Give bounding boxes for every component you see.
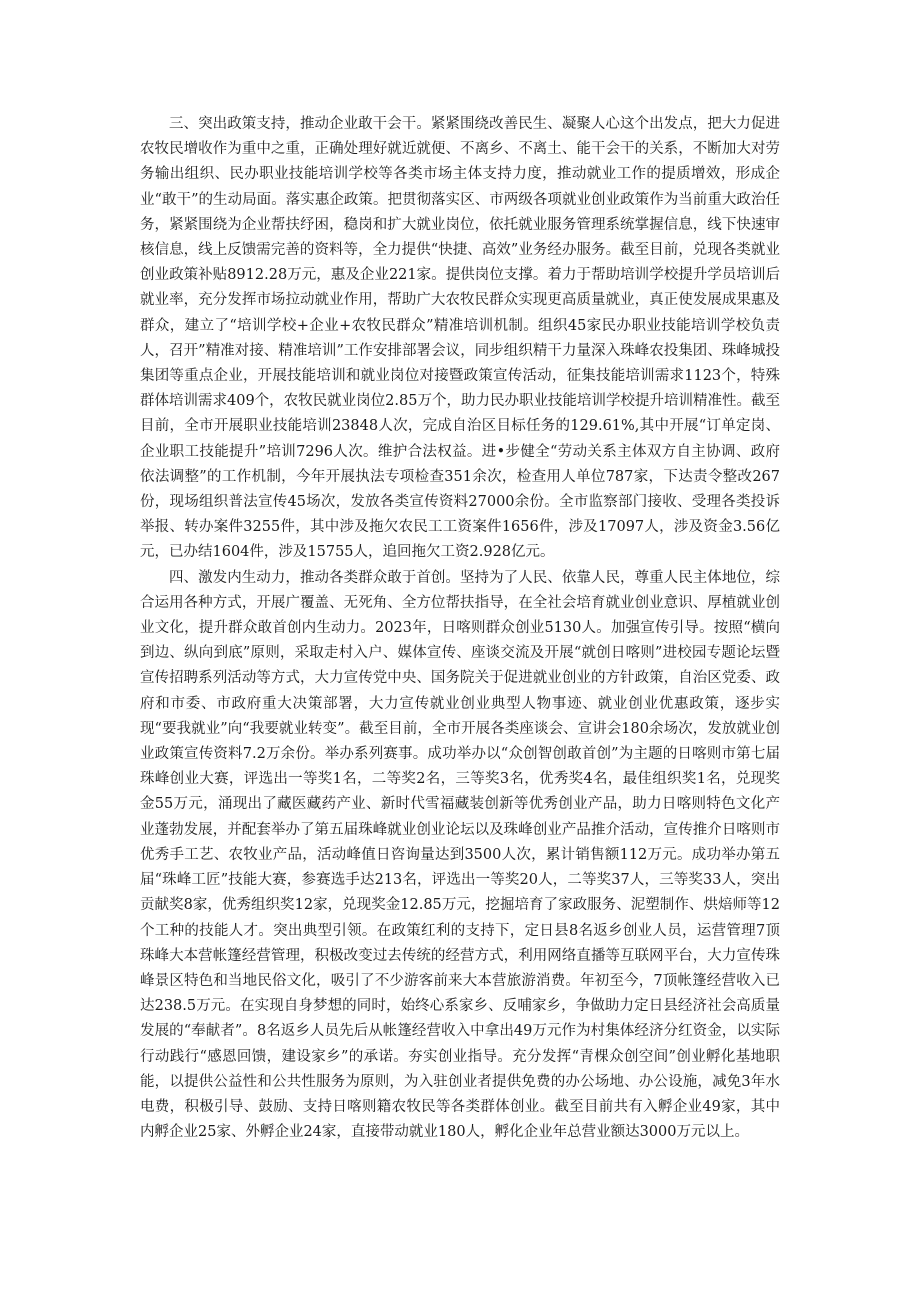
document-page — [140, 112, 780, 1145]
paragraph-section-four: 四、激发内生动力，推动各类群众敢于首创。坚持为了人民、依靠人民，尊重人民主体地位，综合运用各种方式，开展广覆盖、无死角、全方位帮扶指导，在全社会培育就业创业意识、厚植就业创业文化，提升群众敢首创内生动力。2023年，日喀则群众创业5130人。加强宣传引导。按照“横向到边、纵向到底”原则，采取走村入户、媒体宣传、座谈交流及开展“就创日喀则”进校园专题论坛暨宣传招聘系列活动等方式，大力宣传党中央、国务院关于促进就业创业的方针政策，自治区党委、政府和市委、市政府重大决策部署，大力宣传就业创业典型人物事迹、就业创业优惠政策，逐步实现“要我就业”向“我要就业转变”。截至目前，全市开展各类座谈会、宣讲会180余场次，发放就业创业政策宣传资料7.2万余份。举办系列赛事。成功举办以“众创智创敢首创”为主题的日喀则市第七届珠峰创业大赛，评选出一等奖1名，二等奖2名，三等奖3名，优秀奖4名，最佳组织奖1名，兑现奖金55万元，涌现出了藏医藏药产业、新时代雪福藏装创新等优秀创业产品，助力日喀则特色文化产业蓬勃发展，并配套举办了第五届珠峰就业创业论坛以及珠峰创业产品推介活动，宣传推介日喀则市优秀手工艺、农牧业产品，活动峰值日咨询量达到3500人次，累计销售额112万元。成功举办第五届“珠峰工匠”技能大赛，参赛选手达213名，评选出一等奖20人，二等奖37人，三等奖33人，突出贡献奖8家，优秀组织奖12家，兑现奖金12.85万元，挖掘培育了家政服务、泥塑制作、烘焙师等12个工种的技能人才。突出典型引领。在政策红利的支持下，定日县8名返乡创业人员，运营管理7顶珠峰大本营帐篷经营管理，积极改变过去传统的经营方式，利用网络直播等互联网平台，大力宣传珠峰景区特色和当地民俗文化，吸引了不少游客前来大本营旅游消费。年初至今，7顶帐篷经营收入已达238.5万元。在实现自身梦想的同时，始终心系家乡、反哺家乡，争做助力定日县经济社会高质量发展的“奉献者”。8名返乡人员先后从帐篷经营收入中拿出49万元作为村集体经济分红资金，以实际行动践行“感恩回馈，建设家乡”的承诺。夯实创业指导。充分发挥“青棵众创空间”创业孵化基地职能，以提供公益性和公共性服务为原则，为入驻创业者提供免费的办公场地、办公设施，减免3年水电费，积极引导、鼓励、支持日喀则籍农牧民等各类群体创业。截至目前共有入孵企业49家，其中内孵企业25家、外孵企业24家，直接带动就业180人，孵化企业年总营业额达3000万元以上。 — [140, 569, 780, 1141]
paragraph-section-three: 三、突出政策支持，推动企业敢干会干。紧紧围绕改善民生、凝聚人心这个出发点，把大力促进农牧民增收作为重中之重，正确处理好就近就便、不离乡、不离土、能干会干的关系，不断加大对劳务输出组织、民办职业技能培训学校等各类市场主体支持力度，推动就业工作的提质增效，形成企业“敢干”的生动局面。落实惠企政策。把贯彻落实区、市两级各项就业创业政策作为当前重大政治任务，紧紧围绕为企业帮扶纾困，稳岗和扩大就业岗位，依托就业服务管理系统掌握信息，线下快速审核信息，线上反馈需完善的资料等，全力提供“快捷、高效”业务经办服务。截至目前，兑现各类就业创业政策补贴8912.28万元，惠及企业221家。提供岗位支撑。着力于帮助培训学校提升学员培训后就业率，充分发挥市场拉动就业作用，帮助广大农牧民群众实现更高质量就业，真正使发展成果惠及群众，建立了“培训学校+企业+农牧民群众”精准培训机制。组织45家民办职业技能培训学校负责人，召开”精准对接、精准培训”工作安排部署会议，同步组织精干力量深入珠峰农投集团、珠峰城投集团等重点企业，开展技能培训和就业岗位对接暨政策宣传活动，征集技能培训需求1123个，特殊群体培训需求409个，农牧民就业岗位2.85万个，助力民办职业技能培训学校提升培训精准性。截至目前，全市开展职业技能培训23848人次，完成自治区目标任务的129.61%,其中开展“订单定岗、企业职工技能提升”培训7296人次。维护合法权益。进•步健全“劳动关系主体双方自主协调、政府依法调整”的工作机制，今年开展执法专项检查351余次，检查用人单位787家，下达责令整改267份，现场组织普法宣传45场次，发放各类宣传资料27000余份。全市监察部门接收、受理各类投诉举报、转办案件3255件，其中涉及拖欠农民工工资案件1656件，涉及17097人，涉及资金3.56亿元，已办结1604件，涉及15755人，追回拖欠工资2.928亿元。 — [140, 116, 780, 561]
